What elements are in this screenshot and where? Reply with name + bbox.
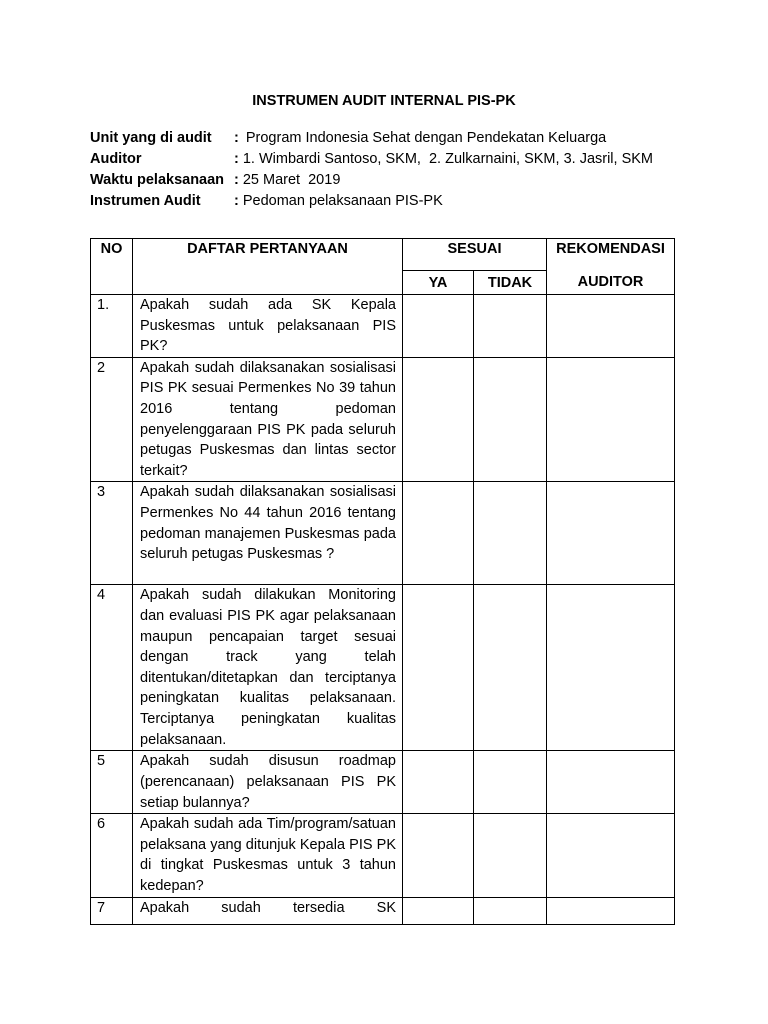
cell-tidak[interactable] [474, 482, 547, 585]
meta-sep: : [234, 151, 239, 167]
meta-value: Program Indonesia Sehat dengan Pendekatan Keluarga [241, 130, 607, 146]
cell-rekomendasi[interactable] [547, 482, 675, 585]
row-question: Apakah sudah disusun roadmap (perencanaan) pelaksanaan PIS PK setiap bulannya? [133, 751, 403, 814]
cell-ya[interactable] [403, 482, 474, 585]
meta-label: Auditor [90, 151, 142, 167]
table-row [91, 357, 675, 482]
meta-value: 25 Maret 2019 [242, 172, 341, 188]
header-rekomendasi: REKOMENDASI [547, 239, 675, 271]
row-question: Apakah sudah dilaksanakan sosialisasi Permenkes No 44 tahun 2016 tentang pedoman manajemen Puskesmas pada seluruh petugas Puskesmas ? [133, 482, 403, 585]
cell-ya[interactable] [403, 814, 474, 897]
table-row [91, 482, 675, 585]
meta-row-unit [90, 128, 653, 149]
table-row [91, 814, 675, 897]
cell-rekomendasi[interactable] [547, 814, 675, 897]
row-number: 7 [91, 897, 133, 924]
header-ya: YA [403, 271, 474, 295]
row-number: 1. [91, 295, 133, 358]
table-row [91, 897, 675, 924]
row-number: 6 [91, 814, 133, 897]
document-title: INSTRUMEN AUDIT INTERNAL PIS-PK [252, 93, 516, 109]
meta-value: 1. Wimbardi Santoso, SKM, 2. Zulkarnaini, SKM, 3. Jasril, SKM [242, 151, 654, 167]
cell-ya[interactable] [403, 897, 474, 924]
cell-rekomendasi[interactable] [547, 585, 675, 751]
header-sesuai: SESUAI [403, 239, 547, 271]
header-daftar-pertanyaan: DAFTAR PERTANYAAN [133, 239, 403, 295]
cell-rekomendasi[interactable] [547, 357, 675, 482]
audit-info [90, 128, 653, 212]
row-question: Apakah sudah ada SK Kepala Puskesmas untuk pelaksanaan PIS PK? [133, 295, 403, 358]
row-question: Apakah sudah dilaksanakan sosialisasi PIS PK sesuai Permenkes No 39 tahun 2016 tentang pedoman penyelenggaraan PIS PK pada seluruh petugas Puskesmas dan lintas sector terkait? [133, 357, 403, 482]
row-number: 2 [91, 357, 133, 482]
meta-label: Unit yang di audit [90, 130, 212, 146]
meta-sep: : [234, 172, 239, 188]
cell-tidak[interactable] [474, 585, 547, 751]
table-row [91, 751, 675, 814]
audit-table [90, 238, 675, 925]
cell-rekomendasi[interactable] [547, 897, 675, 924]
meta-row-auditor [90, 149, 653, 170]
cell-tidak[interactable] [474, 295, 547, 358]
meta-label: Waktu pelaksanaan [90, 172, 225, 188]
table-row [91, 295, 675, 358]
meta-row-waktu [90, 170, 653, 191]
row-number: 4 [91, 585, 133, 751]
meta-label: Instrumen Audit [90, 193, 201, 209]
meta-sep: : [234, 193, 239, 209]
meta-value: Pedoman pelaksanaan PIS-PK [242, 193, 443, 209]
cell-tidak[interactable] [474, 751, 547, 814]
header-no: NO [91, 239, 133, 295]
header-auditor: AUDITOR [547, 271, 675, 295]
row-question: Apakah sudah tersedia SK [133, 897, 403, 924]
cell-ya[interactable] [403, 357, 474, 482]
meta-row-instrumen [90, 191, 653, 212]
table-header-row [91, 239, 675, 271]
cell-tidak[interactable] [474, 897, 547, 924]
row-number: 5 [91, 751, 133, 814]
cell-ya[interactable] [403, 585, 474, 751]
cell-rekomendasi[interactable] [547, 295, 675, 358]
row-question: Apakah sudah dilakukan Monitoring dan evaluasi PIS PK agar pelaksanaan maupun pencapaian target sesuai dengan track yang telah ditentukan/ditetapkan dan terciptanya peningkatan kualitas pelaksanaan. Terciptanya peningkatan kualitas pelaksanaan. [133, 585, 403, 751]
cell-tidak[interactable] [474, 357, 547, 482]
table-row [91, 585, 675, 751]
cell-ya[interactable] [403, 751, 474, 814]
meta-sep: : [234, 130, 239, 146]
cell-ya[interactable] [403, 295, 474, 358]
row-question: Apakah sudah ada Tim/program/satuan pelaksana yang ditunjuk Kepala PIS PK di tingkat Puskesmas untuk 3 tahun kedepan? [133, 814, 403, 897]
header-tidak: TIDAK [474, 271, 547, 295]
cell-tidak[interactable] [474, 814, 547, 897]
row-number: 3 [91, 482, 133, 585]
cell-rekomendasi[interactable] [547, 751, 675, 814]
